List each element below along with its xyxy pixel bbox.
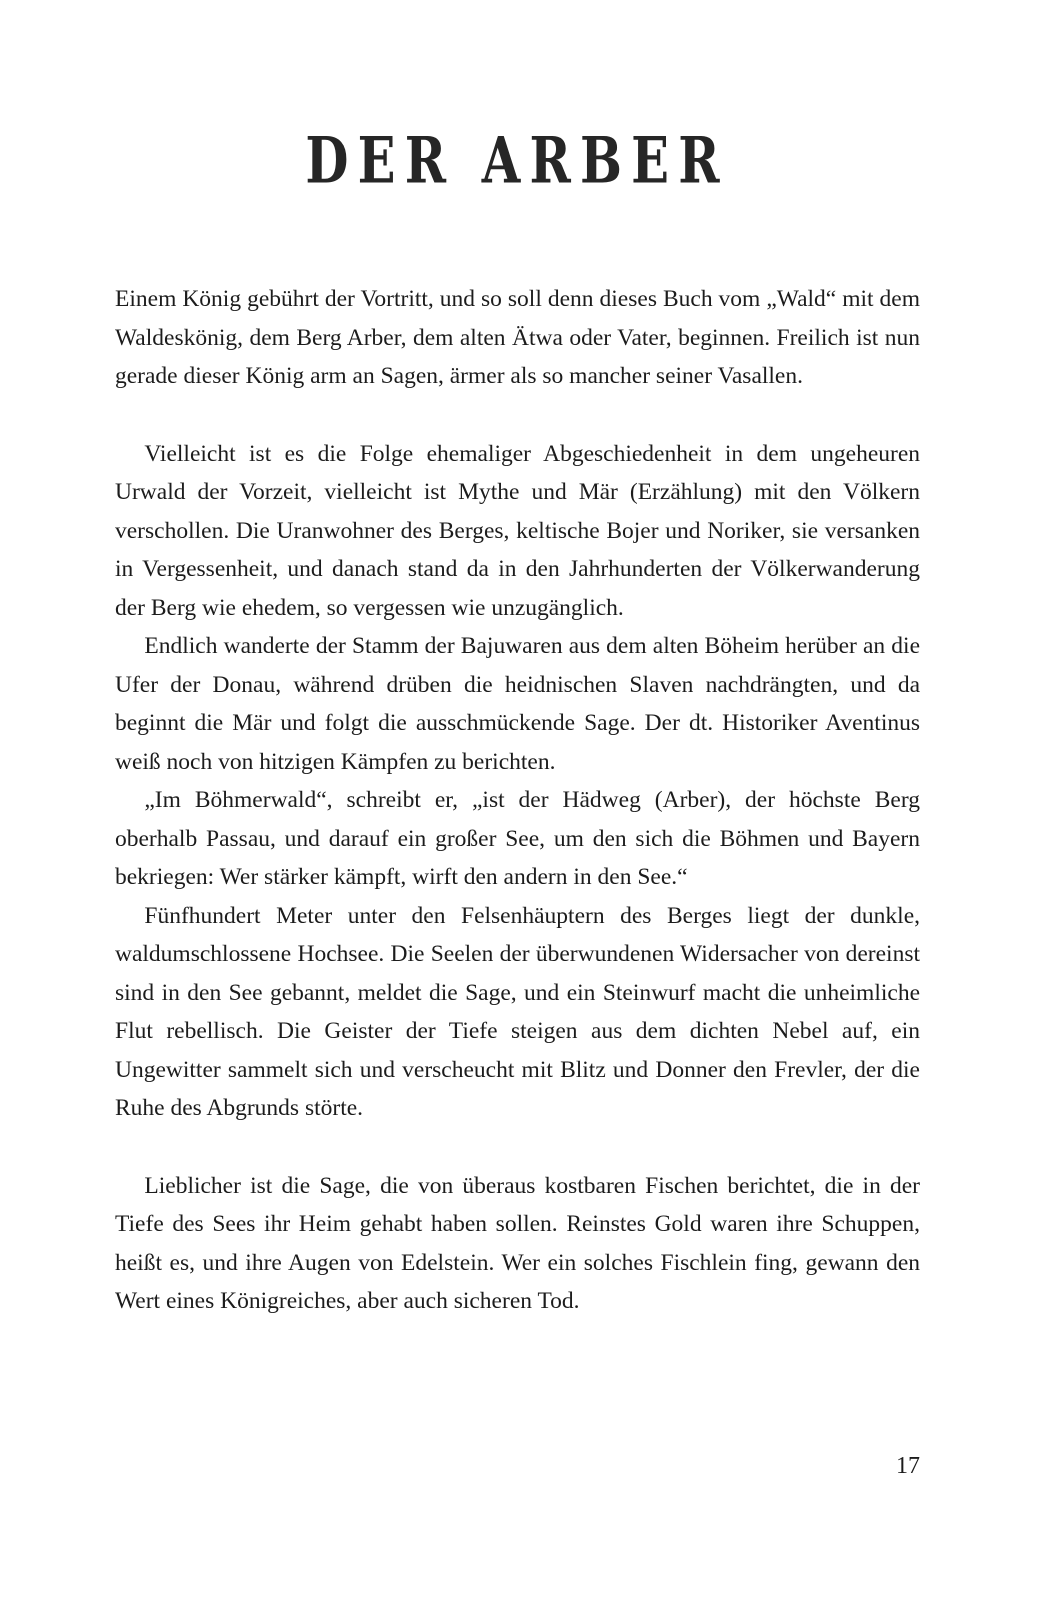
paragraph: Endlich wanderte der Stamm der Bajuwaren aus dem alten Böheim herüber an die Ufer der Donau, während drüben die heidnischen Slaven nachdrängten, und da beginnt die Mär und folgt die ausschmückende Sage. Der dt. Historiker Aventinus weiß noch von hitzigen Kämpfen zu berichten. bbox=[115, 633, 920, 775]
page-title: DER ARBER bbox=[305, 122, 730, 198]
title-area bbox=[115, 0, 920, 198]
body-text bbox=[115, 280, 920, 1321]
paragraph: Lieblicher ist die Sage, die von überaus kostbaren Fischen berichtet, die in der Tiefe des Sees ihr Heim gehabt haben sollen. Reinstes Gold waren ihre Schuppen, heißt es, und ihre Augen von Edelstein. Wer ein solches Fischlein fing, gewann den Wert eines Königreiches, aber auch sicheren Tod. bbox=[115, 1172, 920, 1314]
paragraph: „Im Böhmerwald“, schreibt er, „ist der Hädweg (Arber), der höchste Berg oberhalb Passau, und darauf ein großer See, um den sich die Böhmen und Bayern bekriegen: Wer stärker kämpft, wirft den andern in den See.“ bbox=[115, 787, 920, 890]
paragraph: Vielleicht ist es die Folge ehemaliger Abgeschiedenheit in dem ungeheuren Urwald der Vorzeit, vielleicht ist Mythe und Mär (Erzählung) mit den Völkern verschollen. Die Uranwohner des Berges, keltische Bojer und Noriker, sie versanken in Vergessenheit, und danach stand da in den Jahrhunderten der Völkerwanderung der Berg wie ehedem, so vergessen wie unzugänglich. bbox=[115, 440, 920, 621]
page-number: 17 bbox=[896, 1453, 920, 1479]
paragraph: Einem König gebührt der Vortritt, und so soll denn dieses Buch vom „Wald“ mit dem Waldeskönig, dem Berg Arber, dem alten Ätwa oder Vater, beginnen. Freilich ist nun gerade dieser König arm an Sagen, ärmer als so mancher seiner Vasallen. bbox=[115, 286, 920, 389]
paragraph: Fünfhundert Meter unter den Felsenhäuptern des Berges liegt der dunkle, waldumschlossene Hochsee. Die Seelen der überwundenen Widersacher von dereinst sind in den See gebannt, meldet die Sage, und ein Steinwurf macht die unheimliche Flut rebellisch. Die Geister der Tiefe steigen aus dem dichten Nebel auf, ein Ungewitter sammelt sich und verscheucht mit Blitz und Donner den Frevler, der die Ruhe des Abgrunds störte. bbox=[115, 902, 920, 1121]
